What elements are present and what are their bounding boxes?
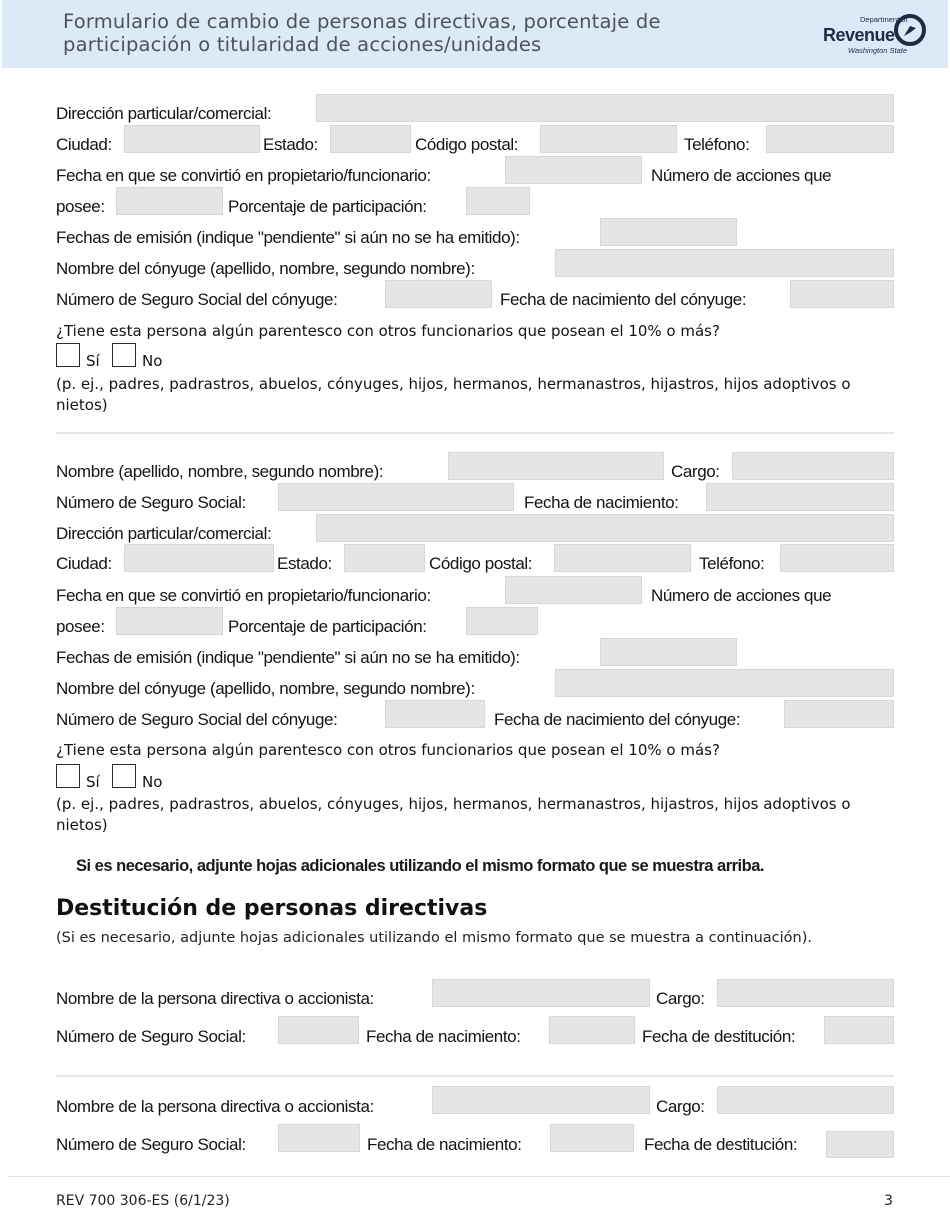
removed-name-field-1[interactable] xyxy=(432,979,650,1007)
issue-dates-field-2[interactable] xyxy=(600,638,737,666)
spouse-dob-field-2[interactable] xyxy=(784,700,894,728)
phone-field-2[interactable] xyxy=(780,544,894,572)
section-divider xyxy=(56,432,894,434)
relation-yes-checkbox-1[interactable] xyxy=(56,343,80,367)
shares-label: Número de acciones que xyxy=(651,586,832,605)
issue-dates-field-1[interactable] xyxy=(600,218,737,246)
spouse-name-field-2[interactable] xyxy=(555,669,894,697)
ssn-label: Número de Seguro Social: xyxy=(56,493,246,512)
city-label: Ciudad: xyxy=(56,135,112,154)
title-label: Cargo: xyxy=(656,1097,705,1116)
dob-label: Fecha de nacimiento: xyxy=(524,493,679,512)
removal-note: (Si es necesario, adjunte hojas adicionales utilizando el mismo formato que se muestra a continuación). xyxy=(56,930,812,946)
zip-label: Código postal: xyxy=(429,554,533,573)
spouse-ssn-field-1[interactable] xyxy=(385,280,492,308)
spouse-ssn-label: Número de Seguro Social del cónyuge: xyxy=(56,290,338,309)
state-field-1[interactable] xyxy=(330,125,411,153)
shares-label-cont: posee: xyxy=(56,617,105,636)
spouse-name-label: Nombre del cónyuge (apellido, nombre, segundo nombre): xyxy=(56,679,475,698)
footer-divider xyxy=(8,1176,950,1177)
removed-name-label: Nombre de la persona directiva o accionista: xyxy=(56,1097,374,1116)
city-field-2[interactable] xyxy=(124,544,274,572)
logo-department: Department of xyxy=(860,15,908,24)
removed-name-label: Nombre de la persona directiva o accionista: xyxy=(56,989,374,1008)
address-field-2[interactable] xyxy=(316,514,894,542)
dob-label: Fecha de nacimiento: xyxy=(367,1135,522,1154)
relation-no-checkbox-1[interactable] xyxy=(112,343,136,367)
zip-field-1[interactable] xyxy=(540,125,677,153)
issue-dates-label: Fechas de emisión (indique "pendiente" si aún no se ha emitido): xyxy=(56,648,520,667)
shares-field-2[interactable] xyxy=(116,607,223,635)
relation-examples: (p. ej., padres, padrastros, abuelos, cónyuges, hijos, hermanos, hermanastros, hijastros, hijos adoptivos o nietos) xyxy=(56,795,851,834)
relation-yes-checkbox-2[interactable] xyxy=(56,764,80,788)
removed-ssn-field-1[interactable] xyxy=(278,1016,359,1044)
dob-label: Fecha de nacimiento: xyxy=(366,1027,521,1046)
spouse-ssn-field-2[interactable] xyxy=(385,700,485,728)
city-label: Ciudad: xyxy=(56,554,112,573)
spouse-dob-field-1[interactable] xyxy=(790,280,894,308)
logo-state: Washington State xyxy=(848,46,908,55)
ssn-label: Número de Seguro Social: xyxy=(56,1027,246,1046)
zip-field-2[interactable] xyxy=(554,544,691,572)
percent-label: Porcentaje de participación: xyxy=(228,617,427,636)
state-field-2[interactable] xyxy=(344,544,425,572)
removed-ssn-field-2[interactable] xyxy=(278,1124,360,1152)
spouse-name-field-1[interactable] xyxy=(555,249,894,277)
percent-label: Porcentaje de participación: xyxy=(228,197,427,216)
removed-title-field-2[interactable] xyxy=(717,1086,894,1114)
name-label: Nombre (apellido, nombre, segundo nombre): xyxy=(56,462,384,481)
phone-field-1[interactable] xyxy=(766,125,894,153)
yes-label: Sí xyxy=(86,773,100,791)
address-field-1[interactable] xyxy=(316,94,894,122)
spouse-dob-label: Fecha de nacimiento del cónyuge: xyxy=(500,290,747,309)
city-field-1[interactable] xyxy=(124,125,260,153)
yes-label: Sí xyxy=(86,352,100,370)
name-field-2[interactable] xyxy=(448,452,664,480)
page-header xyxy=(2,0,948,68)
spouse-name-label: Nombre del cónyuge (apellido, nombre, segundo nombre): xyxy=(56,259,475,278)
shares-label: Número de acciones que xyxy=(651,166,832,185)
form-title: Formulario de cambio de personas directivas, porcentaje de participación o titularidad de acciones/unidades xyxy=(63,10,661,56)
title-label: Cargo: xyxy=(671,462,720,481)
phone-label: Teléfono: xyxy=(684,135,750,154)
relation-no-checkbox-2[interactable] xyxy=(112,764,136,788)
title-field-2[interactable] xyxy=(732,452,894,480)
owner-date-label: Fecha en que se convirtió en propietario/funcionario: xyxy=(56,166,431,185)
owner-date-field-2[interactable] xyxy=(505,576,642,604)
relation-question: ¿Tiene esta persona algún parentesco con otros funcionarios que posean el 10% o más? xyxy=(56,322,720,340)
removal-date-label: Fecha de destitución: xyxy=(644,1135,798,1154)
address-label: Dirección particular/comercial: xyxy=(56,104,272,123)
no-label: No xyxy=(142,352,163,370)
removal-date-field-2[interactable] xyxy=(826,1131,894,1158)
dob-field-2[interactable] xyxy=(706,483,894,511)
state-label: Estado: xyxy=(277,554,332,573)
removal-date-label: Fecha de destitución: xyxy=(642,1027,796,1046)
issue-dates-label: Fechas de emisión (indique "pendiente" si aún no se ha emitido): xyxy=(56,228,520,247)
removed-dob-field-1[interactable] xyxy=(549,1016,635,1044)
state-label: Estado: xyxy=(263,135,318,154)
phone-label: Teléfono: xyxy=(699,554,765,573)
title-label: Cargo: xyxy=(656,989,705,1008)
owner-date-label: Fecha en que se convirtió en propietario/funcionario: xyxy=(56,586,431,605)
address-label: Dirección particular/comercial: xyxy=(56,524,272,543)
spouse-ssn-label: Número de Seguro Social del cónyuge: xyxy=(56,710,338,729)
percent-field-2[interactable] xyxy=(466,607,538,635)
removal-date-field-1[interactable] xyxy=(824,1016,894,1044)
dor-logo xyxy=(820,12,930,58)
relation-examples: (p. ej., padres, padrastros, abuelos, cónyuges, hijos, hermanos, hermanastros, hijastros, hijos adoptivos o nietos) xyxy=(56,375,851,414)
removed-name-field-2[interactable] xyxy=(432,1086,650,1114)
shares-field-1[interactable] xyxy=(116,187,223,215)
removed-dob-field-2[interactable] xyxy=(550,1124,634,1152)
percent-field-1[interactable] xyxy=(466,187,530,215)
logo-revenue: Revenue xyxy=(823,25,895,45)
section-divider xyxy=(56,1075,894,1077)
ssn-field-2[interactable] xyxy=(278,483,514,511)
no-label: No xyxy=(142,773,163,791)
zip-label: Código postal: xyxy=(415,135,519,154)
removal-heading: Destitución de personas directivas xyxy=(56,896,488,921)
revenue-emblem-icon xyxy=(894,14,926,46)
shares-label-cont: posee: xyxy=(56,197,105,216)
form-code: REV 700 306-ES (6/1/23) xyxy=(56,1193,230,1209)
relation-question: ¿Tiene esta persona algún parentesco con otros funcionarios que posean el 10% o más? xyxy=(56,741,720,759)
ssn-label: Número de Seguro Social: xyxy=(56,1135,246,1154)
spouse-dob-label: Fecha de nacimiento del cónyuge: xyxy=(494,710,741,729)
removed-title-field-1[interactable] xyxy=(717,979,894,1007)
additional-sheets-note: Si es necesario, adjunte hojas adicionales utilizando el mismo formato que se muestra arriba. xyxy=(76,857,764,875)
page-number: 3 xyxy=(884,1193,893,1209)
owner-date-field-1[interactable] xyxy=(505,156,642,184)
